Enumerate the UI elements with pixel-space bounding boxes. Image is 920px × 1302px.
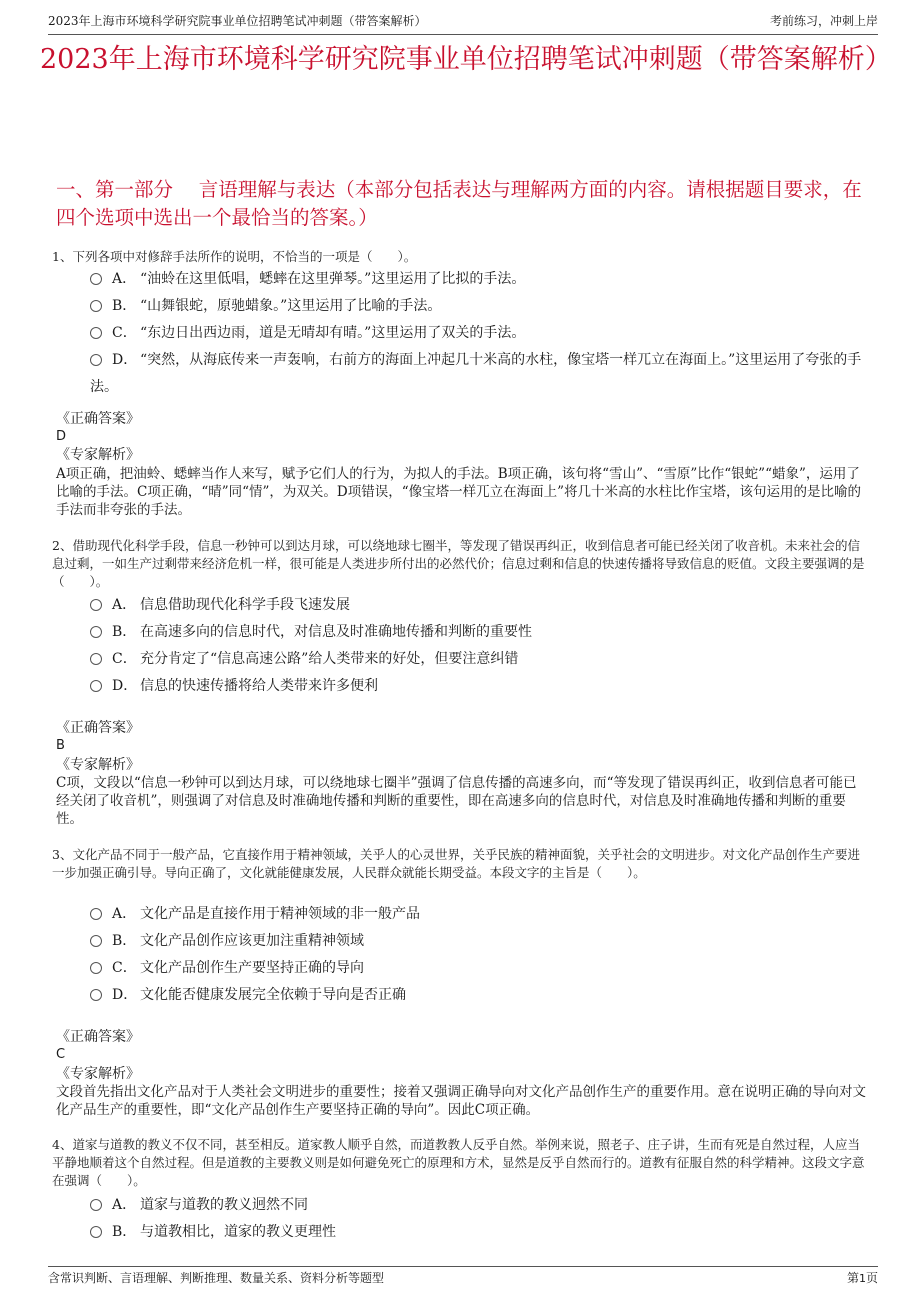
answer-label: 《正确答案》 (56, 411, 140, 427)
answer-label: 《正确答案》 (56, 720, 140, 736)
header-doc-title: 2023年上海市环境科学研究院事业单位招聘笔试冲刺题（带答案解析） (48, 14, 427, 28)
page-number: 第1页 (846, 1271, 878, 1285)
option-a[interactable]: A． 文化产品是直接作用于精神领域的非一般产品 (90, 901, 868, 928)
option-c[interactable]: C． “东边日出西边雨，道是无晴却有晴。”这里运用了双关的手法。 (90, 320, 868, 347)
radio-icon[interactable] (90, 273, 102, 285)
document-title: 2023年上海市环境科学研究院事业单位招聘笔试冲刺题（带答案解析） (40, 44, 892, 75)
explanation-text: A项正确，把油蛉、蟋蟀当作人来写，赋予它们人的行为，为拟人的手法。B项正确，该句将“雪山”、“雪原”比作“银蛇”“蜡象”，运用了比喻的手法。C项正确，“晴”同“情”，为双关。D项错误，“像宝塔一样兀立在海面上”将几十米高的水柱比作宝塔，该句运用的是比喻的手法而非夸张的手法。 (56, 466, 862, 518)
radio-icon[interactable] (90, 653, 102, 665)
answer-value: D (56, 429, 67, 444)
radio-icon[interactable] (90, 680, 102, 692)
option-a[interactable]: A． 道家与道教的教义迥然不同 (90, 1192, 868, 1219)
radio-icon[interactable] (90, 935, 102, 947)
page-header (48, 10, 878, 35)
answer-value: C (56, 1047, 66, 1062)
option-b[interactable]: B． 文化产品创作应该更加注重精神领域 (90, 928, 868, 955)
header-slogan: 考前练习，冲刺上岸 (769, 14, 878, 28)
option-a[interactable]: A． 信息借助现代化科学手段飞速发展 (90, 592, 868, 619)
explanation-label: 《专家解析》 (56, 447, 140, 463)
option-b[interactable]: B． 在高速多向的信息时代，对信息及时准确地传播和判断的重要性 (90, 619, 868, 646)
option-c[interactable]: C． 充分肯定了“信息高速公路”给人类带来的好处，但要注意纠错 (90, 646, 868, 673)
radio-icon[interactable] (90, 908, 102, 920)
question-stem: 1、下列各项中对修辞手法所作的说明，不恰当的一项是（ ）。 (52, 249, 417, 264)
section-heading: 一、第一部分 言语理解与表达（本部分包括表达与理解两方面的内容。请根据题目要求，在四个选项中选出一个最恰当的答案。） (56, 178, 862, 229)
explanation-text: C项，文段以“信息一秒钟可以到达月球，可以绕地球七圈半”强调了信息传播的高速多向，而“等发现了错误再纠正，收到信息者可能已经关闭了收音机”，则强调了对信息及时准确地传播和判断的重要性，即在高速多向的信息时代，对信息及时准确地传播和判断的重要性。 (56, 775, 857, 827)
page-footer (48, 1266, 878, 1289)
answer-label: 《正确答案》 (56, 1029, 140, 1045)
option-b[interactable]: B． “山舞银蛇，原驰蜡象。”这里运用了比喻的手法。 (90, 293, 868, 320)
answer-value: B (56, 738, 65, 753)
option-a[interactable]: A． “油蛉在这里低唱，蟋蟀在这里弹琴。”这里运用了比拟的手法。 (90, 266, 868, 293)
option-d[interactable]: D． 信息的快速传播将给人类带来许多便利 (90, 673, 868, 700)
footer-note: 含常识判断、言语理解、判断推理、数量关系、资料分析等题型 (48, 1271, 385, 1285)
radio-icon[interactable] (90, 300, 102, 312)
radio-icon[interactable] (90, 962, 102, 974)
option-d[interactable]: D． “突然，从海底传来一声轰响，右前方的海面上冲起几十米高的水柱，像宝塔一样兀立在海面上。”这里运用了夸张的手法。 (90, 352, 862, 395)
radio-icon[interactable] (90, 354, 102, 366)
radio-icon[interactable] (90, 626, 102, 638)
radio-icon[interactable] (90, 599, 102, 611)
option-b[interactable]: B． 与道教相比，道家的教义更理性 (90, 1219, 868, 1246)
explanation-text: 文段首先指出文化产品对于人类社会文明进步的重要性；接着又强调正确导向对文化产品创作生产的重要作用。意在说明正确的导向对文化产品生产的重要性，即“文化产品创作生产要坚持正确的导向”。因此C项正确。 (56, 1084, 866, 1118)
question-stem: 3、文化产品不同于一般产品，它直接作用于精神领域，关乎人的心灵世界，关乎民族的精神面貌，关乎社会的文明进步。对文化产品创作生产要进一步加强正确引导。导向正确了，文化就能健康发展，人民群众就能长期受益。本段文字的主旨是（ ）。 (52, 847, 860, 880)
radio-icon[interactable] (90, 327, 102, 339)
explanation-label: 《专家解析》 (56, 757, 140, 773)
option-c[interactable]: C． 文化产品创作生产要坚持正确的导向 (90, 955, 868, 982)
option-d[interactable]: D． 文化能否健康发展完全依赖于导向是否正确 (90, 982, 868, 1009)
radio-icon[interactable] (90, 1226, 102, 1238)
radio-icon[interactable] (90, 1199, 102, 1211)
explanation-label: 《专家解析》 (56, 1066, 140, 1082)
radio-icon[interactable] (90, 989, 102, 1001)
question-stem: 2、借助现代化科学手段，信息一秒钟可以到达月球，可以绕地球七圈半，等发现了错误再纠正，收到信息者可能已经关闭了收音机。未来社会的信息过剩，一如生产过剩带来经济危机一样，很可能是人类进步所付出的必然代价；信息过剩和信息的快速传播将导致信息的贬值。文段主要强调的是（ ）。 (52, 538, 865, 589)
question-stem: 4、道家与道教的教义不仅不同，甚至相反。道家教人顺乎自然，而道教教人反乎自然。举例来说，照老子、庄子讲，生而有死是自然过程，人应当平静地顺着这个自然过程。但是道教的主要教义则是如何避免死亡的原理和方术，显然是反乎自然而行的。道教有征服自然的科学精神。这段文字意在强调（ ）。 (52, 1137, 865, 1188)
